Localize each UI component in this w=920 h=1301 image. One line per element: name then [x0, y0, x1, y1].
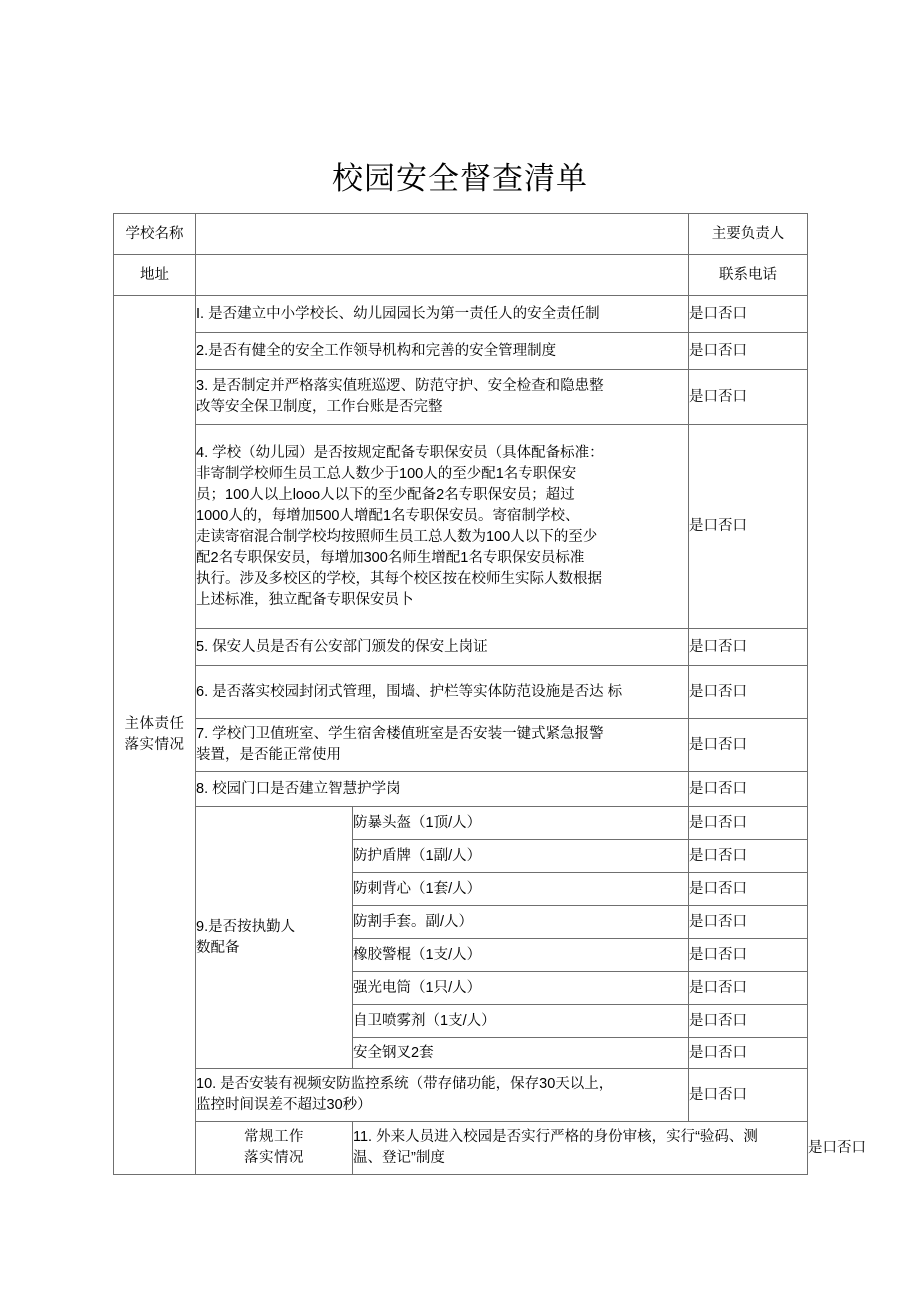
item-4-text [196, 425, 689, 629]
table-row-item-6 [114, 666, 808, 719]
equip-shield-answer[interactable]: 是口否口 [689, 840, 808, 873]
item-3-answer[interactable]: 是口否口 [689, 370, 808, 425]
page-title: 校园安全督查清单 [332, 161, 588, 196]
category-routine-work-line1: 常规工作 [244, 1129, 304, 1145]
table-row-item-8 [114, 772, 808, 807]
item-4-line7: 执行。涉及多校区的学校，其每个校区按在校师生实际人数根据 [196, 570, 602, 587]
item-4-line6: 配2名专职保安员，每增加300名师生增配1名专职保安员标准 [196, 549, 585, 566]
equip-flashlight-name: 强光电筒（1只/人） [353, 972, 689, 1005]
equip-fork-answer[interactable]: 是口否口 [689, 1038, 808, 1069]
address-value[interactable] [196, 255, 689, 296]
item-11-line2: 温、登记”制度 [353, 1150, 445, 1166]
item-10-line2: 监控时间误差不超过30秒） [196, 1097, 372, 1113]
item-1-answer[interactable]: 是口否口 [689, 296, 808, 333]
item-2-answer[interactable]: 是口否口 [689, 333, 808, 370]
item-2-text: 2.是否有健全的安全工作领导机构和完善的安全管理制度 [196, 333, 689, 370]
item-6-answer[interactable]: 是口否口 [689, 666, 808, 719]
item-4-line1: 4. 学校（幼儿园）是否按规定配备专职保安员（具体配备标准： [196, 444, 604, 461]
table-row-item-2 [114, 333, 808, 370]
item-3-line2: 改等安全保卫制度，工作台账是否完整 [196, 399, 443, 415]
school-name-label: 学校名称 [114, 214, 196, 255]
table-row-item-3 [114, 370, 808, 425]
equip-vest-answer[interactable]: 是口否口 [689, 873, 808, 906]
item-7-text [196, 719, 689, 772]
item-8-answer[interactable]: 是口否口 [689, 772, 808, 807]
table-row-address [114, 255, 808, 296]
table-row-item-1 [114, 296, 808, 333]
category-main-responsibility-line2: 落实情况 [124, 737, 185, 753]
principal-label: 主要负责人 [689, 214, 808, 255]
item-9-label [196, 807, 353, 1069]
equip-baton-name: 橡胶警棍（1支/人） [353, 939, 689, 972]
equip-gloves-name: 防割手套。副/人） [353, 906, 689, 939]
phone-label: 联系电话 [689, 255, 808, 296]
item-4-line4: 1000人的，每增加500人增配1名专职保安员。寄宿制学校、 [196, 507, 580, 524]
equip-vest-name: 防刺背心（1套/人） [353, 873, 689, 906]
item-10-line1: 10. 是否安装有视频安防监控系统（带存储功能，保存30天以上， [196, 1076, 614, 1092]
equip-spray-answer[interactable]: 是口否口 [689, 1005, 808, 1038]
item-11-text [353, 1122, 808, 1175]
equip-baton-answer[interactable]: 是口否口 [689, 939, 808, 972]
item-4-answer[interactable]: 是口否口 [689, 425, 808, 629]
item-9-label-line2: 数配备 [196, 939, 240, 956]
equip-shield-name: 防护盾牌（1副/人） [353, 840, 689, 873]
school-name-value[interactable] [196, 214, 689, 255]
equip-helmet-answer[interactable]: 是口否口 [689, 807, 808, 840]
item-1-text: I. 是否建立中小学校长、幼儿园园长为第一责任人的安全责任制 [196, 296, 689, 333]
item-10-text [196, 1069, 689, 1122]
category-main-responsibility [114, 296, 196, 1175]
item-10-answer[interactable]: 是口否口 [689, 1069, 808, 1122]
item-7-line2: 装置，是否能正常使用 [196, 747, 341, 763]
item-4-line3: 员；100人以上looo人以下的至少配备2名专职保安员；超过 [196, 486, 575, 503]
equip-spray-name: 自卫喷雾剂（1支/人） [353, 1005, 689, 1038]
category-routine-work-line2: 落实情况 [244, 1150, 304, 1166]
category-routine-work [196, 1122, 353, 1175]
address-label: 地址 [114, 255, 196, 296]
item-4-line2: 非寄制学校师生员工总人数少于100人的至少配1名专职保安 [196, 465, 577, 482]
table-row-item-4 [114, 425, 808, 629]
item-4-line5: 走读寄宿混合制学校均按照师生员工总人数为100人以下的至少 [196, 528, 598, 545]
item-5-answer[interactable]: 是口否口 [689, 629, 808, 666]
category-main-responsibility-line1: 主体责任 [124, 716, 185, 732]
item-9-label-line1: 9.是否按执勤人 [196, 918, 296, 935]
table-row-item-11: 常规工作 落实情况 11. 外来人员进入校园是否实行严格的身份审核，实行“验码、测 温、登记”制度 是口否口 [114, 1122, 808, 1175]
safety-inspection-table [113, 213, 866, 1175]
equip-flashlight-answer[interactable]: 是口否口 [689, 972, 808, 1005]
item-11-line1: 11. 外来人员进入校园是否实行严格的身份审核，实行“验码、测 [353, 1129, 758, 1145]
item-8-text: 8. 校园门口是否建立智慧护学岗 [196, 772, 689, 807]
item-6-text: 6. 是否落实校园封闭式管理，围墙、护栏等实体防范设施是否达 标 [196, 666, 689, 719]
item-5-text: 5. 保安人员是否有公安部门颁发的保安上岗证 [196, 629, 689, 666]
table-row-item-10 [114, 1069, 808, 1122]
equip-gloves-answer[interactable]: 是口否口 [689, 906, 808, 939]
item-7-answer[interactable]: 是口否口 [689, 719, 808, 772]
item-7-line1: 7. 学校门卫值班室、学生宿舍楼值班室是否安装一键式紧急报警 [196, 726, 604, 742]
item-3-text [196, 370, 689, 425]
table-row-item-7 [114, 719, 808, 772]
table-row-school-name [114, 214, 808, 255]
item-3-line1: 3. 是否制定并严格落实值班巡逻、防范守护、安全检查和隐患整 [196, 378, 604, 394]
table-row-equip-helmet [114, 807, 808, 840]
equip-helmet-name: 防暴头盔（1顶/人） [353, 807, 689, 840]
equip-fork-name: 安全钢叉2套 [353, 1038, 689, 1069]
item-4-line8: 上述标准，独立配备专职保安员卜 [196, 591, 414, 608]
table-row-item-5 [114, 629, 808, 666]
